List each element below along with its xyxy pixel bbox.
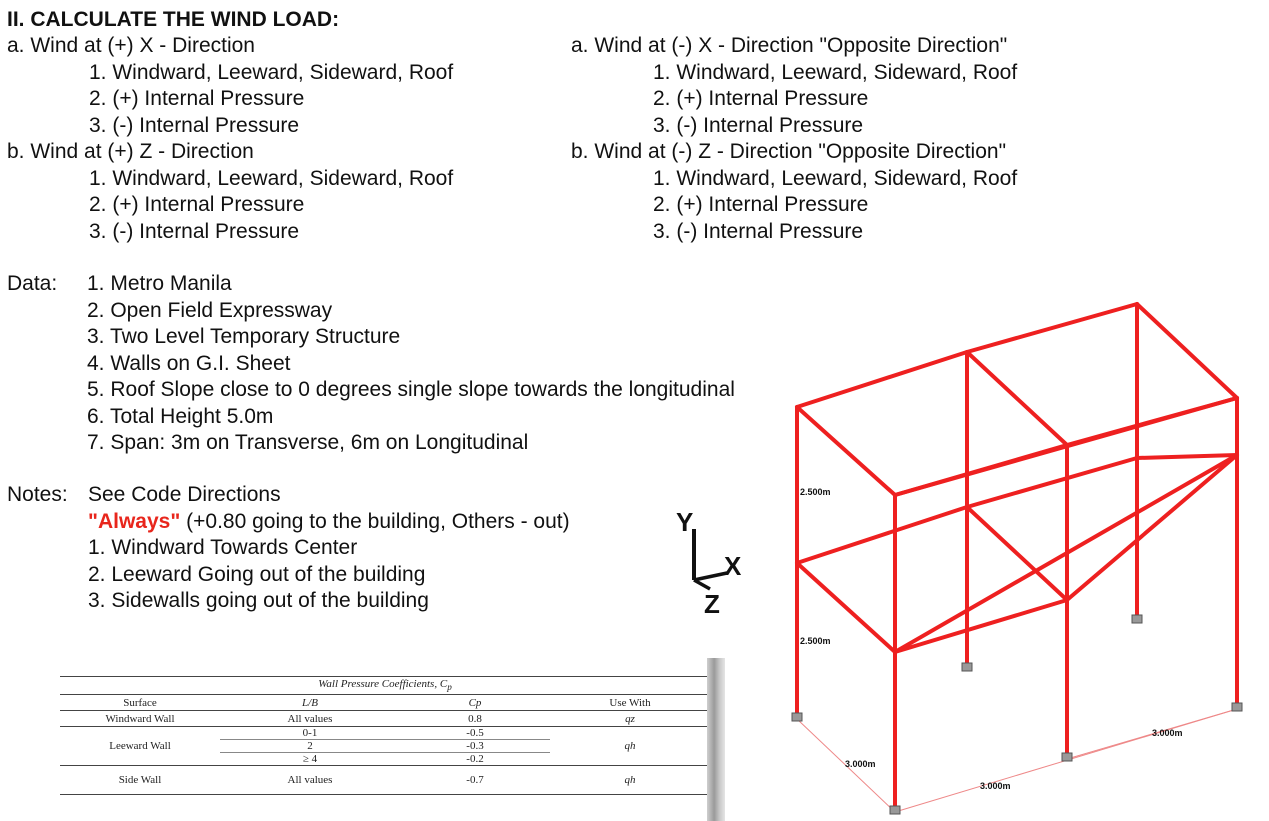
dim-label-d2: 3.000m — [980, 781, 1011, 791]
fixed-support-icon — [1232, 703, 1242, 711]
right-b-item-3: 3. (-) Internal Pressure — [653, 219, 864, 243]
left-b-item-2: 2. (+) Internal Pressure — [89, 193, 305, 216]
table-header-use: Use With — [609, 696, 651, 709]
left-b-label: b. Wind at (+) Z - Direction — [7, 140, 254, 163]
frame-member — [895, 600, 1067, 652]
right-a-item-2: 2. (+) Internal Pressure — [653, 87, 869, 110]
frame-member — [967, 352, 1067, 445]
table-header-lb: L/B — [302, 696, 318, 709]
data-item: 3. Two Level Temporary Structure — [87, 325, 401, 348]
axis-triad — [672, 505, 772, 620]
notes-first: See Code Directions — [88, 483, 281, 506]
left-b-item-3: 3. (-) Internal Pressure — [89, 219, 300, 243]
wall-pressure-table — [60, 676, 710, 816]
axis-z-label: Z — [704, 589, 720, 619]
axis-y-label: Y — [676, 507, 694, 537]
table-row: 2 -0.3 — [60, 740, 710, 753]
dim-label-d3: 3.000m — [1152, 728, 1183, 738]
frame-member — [967, 304, 1137, 352]
notes-always — [88, 509, 570, 536]
page-heading: II. CALCULATE THE WIND LOAD: — [7, 8, 340, 31]
axis-z-line — [694, 580, 710, 589]
dim-label-h1: 2.500m — [800, 487, 831, 497]
left-a-item-2: 2. (+) Internal Pressure — [89, 87, 305, 110]
data-item: 1. Metro Manila — [87, 272, 232, 295]
axis-x-line — [694, 573, 727, 580]
table-header-cp: Cp — [468, 696, 482, 709]
right-wind-list — [571, 33, 1017, 245]
data-list — [87, 271, 735, 457]
table-row: ≥ 4 -0.2 — [60, 753, 710, 766]
fixed-support-icon — [962, 663, 972, 671]
frame-3d-drawing — [785, 300, 1269, 821]
fixed-support-icon — [1132, 615, 1142, 623]
dim-label-d1: 3.000m — [845, 759, 876, 769]
notes-item: 2. Leeward Going out of the building — [88, 562, 426, 586]
frame-member — [967, 507, 1067, 600]
data-item: 4. Walls on G.I. Sheet — [87, 351, 291, 375]
right-a-item-1: 1. Windward, Leeward, Sideward, Roof — [653, 60, 1018, 84]
fixed-support-icon — [890, 806, 900, 814]
axis-x-label: X — [724, 551, 742, 581]
data-item: 5. Roof Slope close to 0 degrees single slope towards the longitudinal — [87, 378, 735, 401]
left-a-item-1: 1. Windward, Leeward, Sideward, Roof — [89, 60, 454, 84]
dim-label-h2: 2.500m — [800, 636, 831, 646]
scan-edge-shadow — [707, 658, 725, 821]
table-row: Windward Wall All values 0.8 qz — [60, 711, 710, 727]
frame-member — [797, 352, 967, 407]
right-b-item-2: 2. (+) Internal Pressure — [653, 193, 869, 216]
always-rest: (+0.80 going to the building, Others - out) — [180, 509, 570, 533]
data-label: Data: — [7, 272, 58, 295]
frame-member — [1137, 455, 1237, 458]
left-b-item-1: 1. Windward, Leeward, Sideward, Roof — [89, 166, 454, 190]
right-a-item-3: 3. (-) Internal Pressure — [653, 113, 864, 137]
table-title: Wall Pressure Coefficients, $C_p$ — [318, 678, 452, 693]
notes-list — [88, 482, 570, 615]
right-b-label: b. Wind at (-) Z - Direction "Opposite Direction" — [571, 140, 1007, 163]
frame-member — [797, 507, 967, 563]
fixed-support-icon — [792, 713, 802, 721]
frame-member — [797, 407, 895, 495]
left-a-label: a. Wind at (+) X - Direction — [7, 34, 255, 57]
fixed-support-icon — [1062, 753, 1072, 761]
table-row: Leeward Wall 0-1 -0.5 qh — [60, 727, 710, 740]
frame-member — [1067, 455, 1237, 600]
data-item: 7. Span: 3m on Transverse, 6m on Longitudinal — [87, 431, 529, 454]
left-a-item-3: 3. (-) Internal Pressure — [89, 113, 300, 137]
table-header-surface: Surface — [123, 696, 157, 709]
notes-item: 1. Windward Towards Center — [88, 536, 358, 559]
notes-item: 3. Sidewalls going out of the building — [88, 589, 429, 612]
right-a-label: a. Wind at (-) X - Direction "Opposite Direction" — [571, 34, 1008, 57]
table-row: Side Wall All values -0.7 qh — [60, 766, 710, 795]
notes-label: Notes: — [7, 483, 68, 506]
data-item: 6. Total Height 5.0m — [87, 404, 274, 428]
right-b-item-1: 1. Windward, Leeward, Sideward, Roof — [653, 166, 1018, 190]
always-highlight: "Always" — [88, 509, 181, 533]
left-wind-list — [7, 33, 453, 245]
frame-member — [1137, 304, 1237, 398]
data-item: 2. Open Field Expressway — [87, 298, 333, 322]
